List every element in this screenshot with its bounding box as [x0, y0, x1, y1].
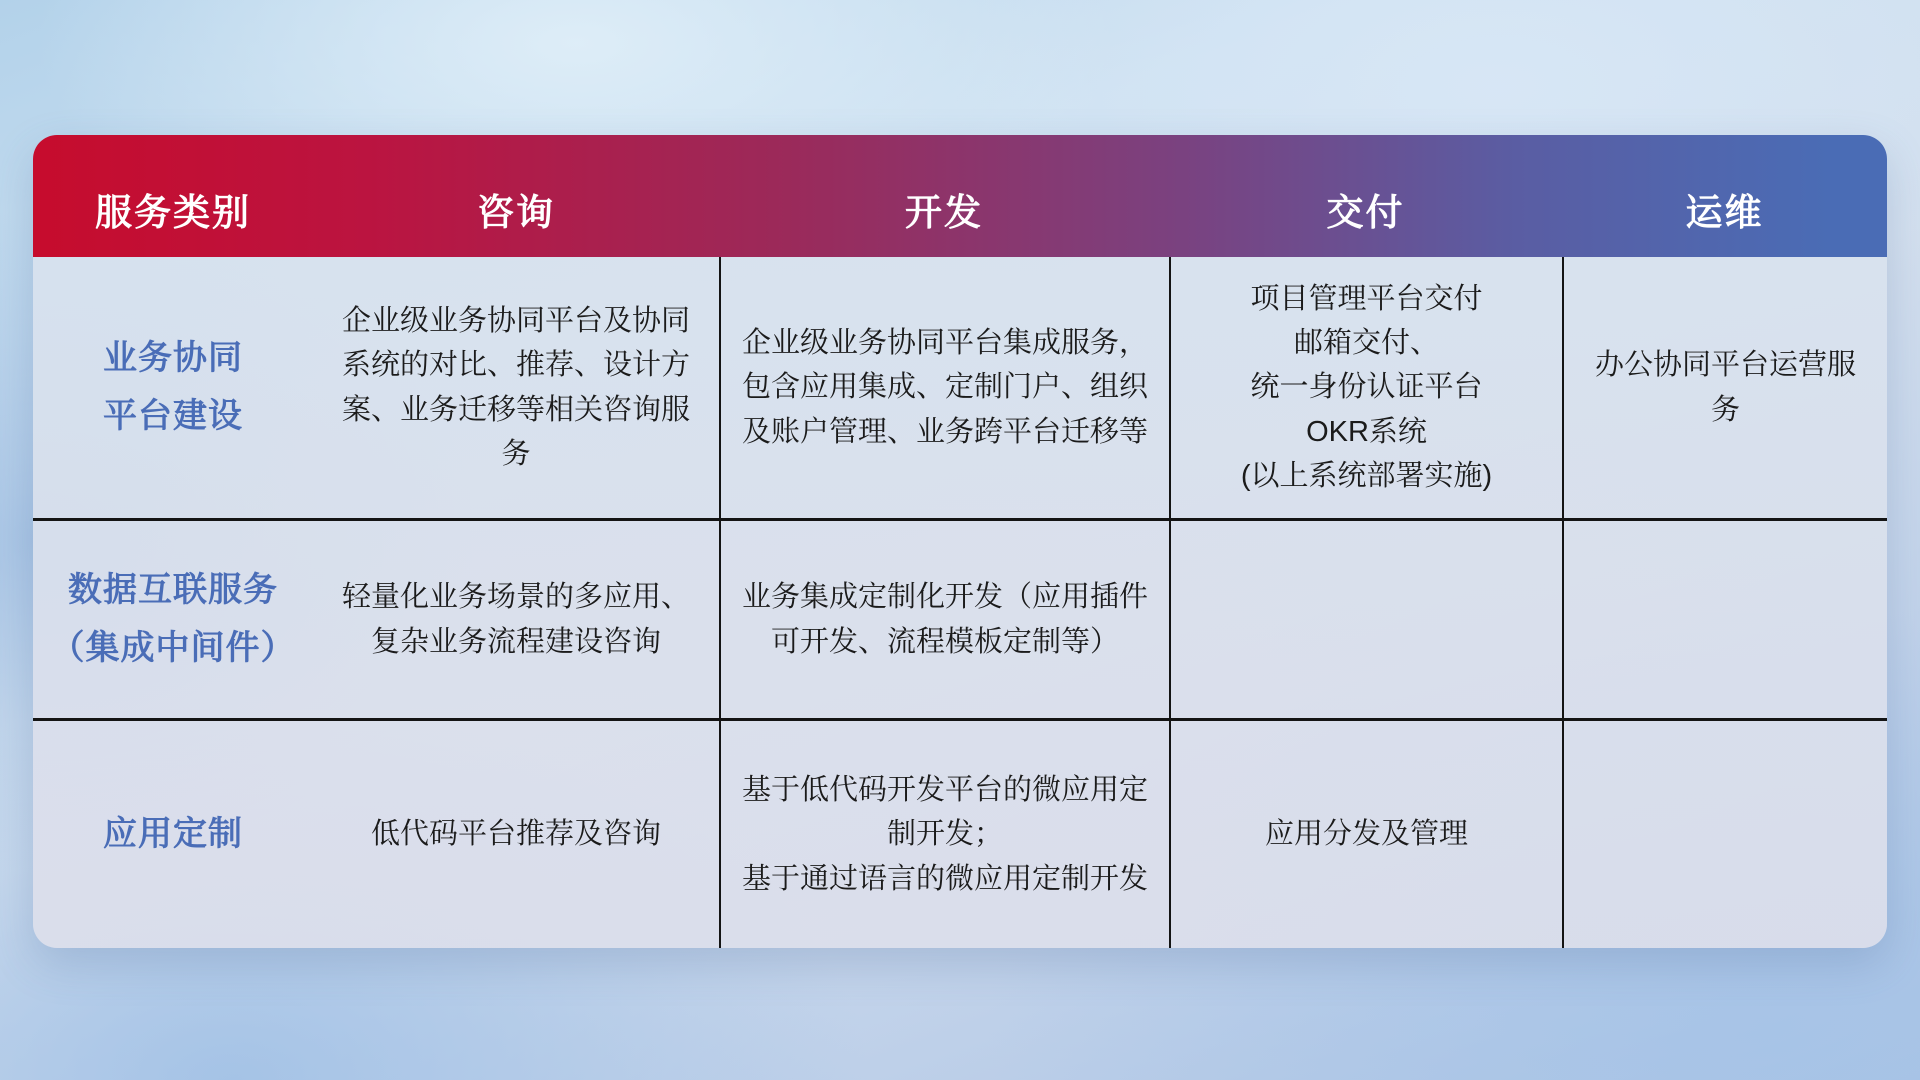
- row1-delivery-cell: 项目管理平台交付 邮箱交付、 统一身份认证平台 OKR系统 (以上系统部署实施): [1169, 257, 1562, 518]
- row2-delivery-cell: [1169, 518, 1562, 718]
- services-table: [33, 135, 1887, 948]
- row1-operations-cell: 办公协同平台运营服务: [1562, 257, 1887, 518]
- row3-category-cell: 应用定制: [33, 718, 313, 948]
- row2-development-cell: 业务集成定制化开发（应用插件可开发、流程模板定制等）: [719, 518, 1169, 718]
- header-cell-consulting: 咨询: [477, 192, 555, 233]
- row3-operations-cell: [1562, 718, 1887, 948]
- row3-delivery-cell: 应用分发及管理: [1169, 718, 1562, 948]
- row1-development-cell: 企业级业务协同平台集成服务，包含应用集成、定制门户、组织及账户管理、业务跨平台迁移等: [719, 257, 1169, 518]
- table-header-row: [33, 135, 1887, 257]
- table-body: [33, 257, 1887, 948]
- row2-operations-cell: [1562, 518, 1887, 718]
- header-cell-development: 开发: [905, 192, 983, 233]
- row3-development-cell: 基于低代码开发平台的微应用定制开发； 基于通过语言的微应用定制开发: [719, 718, 1169, 948]
- row3-consulting-cell: 低代码平台推荐及咨询: [313, 718, 719, 948]
- row1-consulting-cell: 企业级业务协同平台及协同系统的对比、推荐、设计方案、业务迁移等相关咨询服务: [341, 305, 690, 470]
- row2-category-cell: 数据互联服务 （集成中间件）: [33, 518, 313, 718]
- row1-category-cell: 业务协同 平台建设: [103, 338, 243, 435]
- header-cell-service-category: 服务类别: [95, 192, 251, 233]
- row2-consulting-cell: 轻量化业务场景的多应用、复杂业务流程建设咨询: [313, 518, 719, 718]
- header-cell-delivery: 交付: [1326, 192, 1405, 233]
- header-cell-operations: 运维: [1685, 192, 1764, 233]
